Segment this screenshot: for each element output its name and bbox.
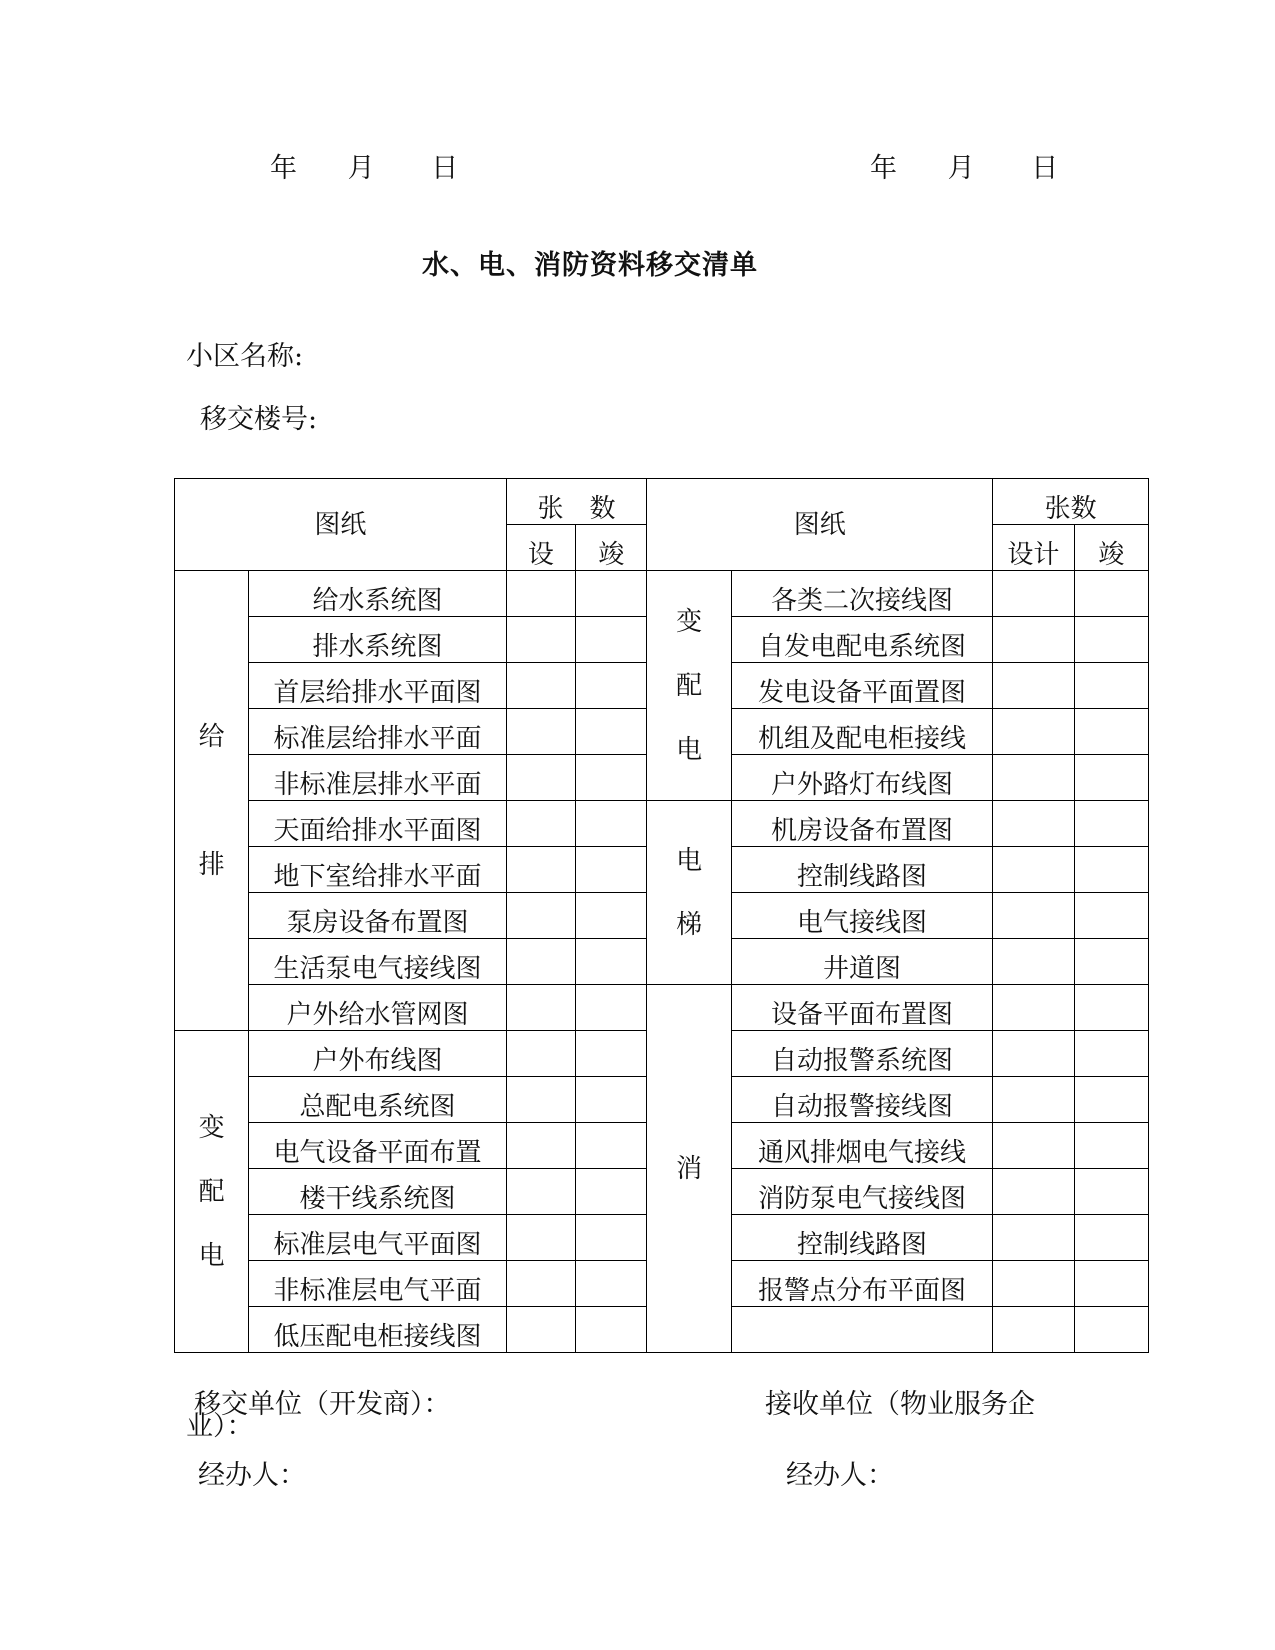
completed-count-cell[interactable] (1074, 571, 1148, 617)
document-title: 水、电、消防资料移交清单 (422, 250, 758, 281)
month-label: 月 (347, 153, 375, 184)
building-number-label: 移交楼号: (200, 404, 318, 435)
handler-left-label: 经办人： (198, 1460, 306, 1491)
completed-count-cell[interactable] (1074, 1169, 1148, 1215)
right-item: 发电设备平面置图 (731, 663, 992, 709)
design-count-cell[interactable] (993, 1261, 1074, 1307)
date-line-right (870, 146, 1058, 185)
design-count-cell[interactable] (993, 1077, 1074, 1123)
year-label: 年 (870, 153, 897, 184)
category-power-right (647, 571, 731, 801)
right-item: 井道图 (731, 939, 992, 985)
right-item: 各类二次接线图 (731, 571, 992, 617)
left-item: 天面给排水平面图 (249, 801, 506, 847)
right-item: 自动报警接线图 (731, 1077, 992, 1123)
completed-count-cell[interactable] (576, 801, 647, 847)
transfer-list-table (174, 478, 1149, 1353)
header-sheet-count: 张 数 (506, 479, 647, 525)
design-count-cell[interactable] (506, 1031, 575, 1077)
completed-count-cell[interactable] (576, 939, 647, 985)
completed-count-cell[interactable] (576, 1123, 647, 1169)
completed-count-cell[interactable] (1074, 617, 1148, 663)
design-count-cell[interactable] (506, 939, 575, 985)
right-item: 报警点分布平面图 (731, 1261, 992, 1307)
category-power-left-label: 变配电 (198, 1112, 225, 1271)
left-item: 标准层给排水平面 (249, 709, 506, 755)
category-elevator (647, 801, 731, 985)
left-item: 泵房设备布置图 (249, 893, 506, 939)
handler-right-label: 经办人： (786, 1460, 894, 1491)
right-item: 户外路灯布线图 (731, 755, 992, 801)
right-item: 控制线路图 (731, 847, 992, 893)
design-count-cell[interactable] (993, 1123, 1074, 1169)
header-drawing: 图纸 (175, 479, 507, 571)
left-item: 户外布线图 (249, 1031, 506, 1077)
design-count-cell[interactable] (506, 847, 575, 893)
completed-count-cell[interactable] (576, 893, 647, 939)
design-count-cell[interactable] (506, 1077, 575, 1123)
left-item: 生活泵电气接线图 (249, 939, 506, 985)
left-item: 电气设备平面布置 (249, 1123, 506, 1169)
left-item: 楼干线系统图 (249, 1169, 506, 1215)
completed-count-cell[interactable] (1074, 1215, 1148, 1261)
design-count-cell[interactable] (993, 571, 1074, 617)
header-completed: 竣 (576, 525, 647, 571)
receiving-unit-label-continued: 业）： (186, 1411, 254, 1442)
table-row (175, 985, 1149, 1031)
left-item: 非标准层排水平面 (249, 755, 506, 801)
header-design-right: 设计 (993, 525, 1074, 571)
design-count-cell[interactable] (506, 617, 575, 663)
category-power-right-label: 变配电 (676, 606, 703, 765)
category-water-label: 给排 (198, 721, 225, 880)
right-item: 机组及配电柜接线 (731, 709, 992, 755)
completed-count-cell[interactable] (1074, 755, 1148, 801)
completed-count-cell[interactable] (576, 663, 647, 709)
completed-count-cell[interactable] (1074, 709, 1148, 755)
design-count-cell[interactable] (506, 709, 575, 755)
completed-count-cell[interactable] (1074, 1031, 1148, 1077)
left-item: 总配电系统图 (249, 1077, 506, 1123)
table-header-row (175, 479, 1149, 525)
design-count-cell[interactable] (993, 939, 1074, 985)
completed-count-cell[interactable] (1074, 1261, 1148, 1307)
header-design: 设 (506, 525, 575, 571)
right-item: 设备平面布置图 (731, 985, 992, 1031)
design-count-cell[interactable] (993, 617, 1074, 663)
completed-count-cell[interactable] (1074, 801, 1148, 847)
month-label: 月 (947, 153, 975, 184)
completed-count-cell[interactable] (576, 847, 647, 893)
transfer-unit-label: 移交单位（开发商）： (194, 1389, 451, 1420)
completed-count-cell[interactable] (576, 1077, 647, 1123)
completed-count-cell[interactable] (576, 617, 647, 663)
header-drawing-right: 图纸 (647, 479, 993, 571)
left-item: 非标准层电气平面 (249, 1261, 506, 1307)
design-count-cell[interactable] (993, 985, 1074, 1031)
day-label: 日 (431, 153, 459, 184)
category-water (175, 571, 249, 1031)
left-item: 给水系统图 (249, 571, 506, 617)
table-row (175, 571, 1149, 617)
design-count-cell[interactable] (993, 1031, 1074, 1077)
design-count-cell[interactable] (506, 1307, 575, 1353)
design-count-cell[interactable] (506, 1261, 575, 1307)
table-row (175, 801, 1149, 847)
design-count-cell[interactable] (993, 1169, 1074, 1215)
left-item: 排水系统图 (249, 617, 506, 663)
right-item: 控制线路图 (731, 1215, 992, 1261)
completed-count-cell[interactable] (576, 1169, 647, 1215)
receiving-unit-label: 接收单位（物业服务企 (765, 1389, 1035, 1420)
design-count-cell[interactable] (993, 663, 1074, 709)
completed-count-cell[interactable] (576, 571, 647, 617)
right-item: 消防泵电气接线图 (731, 1169, 992, 1215)
year-label: 年 (270, 153, 297, 184)
left-item: 地下室给排水平面 (249, 847, 506, 893)
design-count-cell[interactable] (993, 709, 1074, 755)
left-item: 标准层电气平面图 (249, 1215, 506, 1261)
design-count-cell[interactable] (506, 801, 575, 847)
completed-count-cell[interactable] (576, 755, 647, 801)
design-count-cell[interactable] (506, 571, 575, 617)
category-fire (647, 985, 731, 1353)
design-count-cell[interactable] (993, 755, 1074, 801)
completed-count-cell[interactable] (1074, 1123, 1148, 1169)
header-sheet-count-right: 张数 (993, 479, 1149, 525)
completed-count-cell[interactable] (1074, 893, 1148, 939)
design-count-cell[interactable] (506, 893, 575, 939)
design-count-cell[interactable] (506, 663, 575, 709)
design-count-cell[interactable] (506, 1123, 575, 1169)
left-item: 户外给水管网图 (249, 985, 506, 1031)
design-count-cell[interactable] (506, 985, 575, 1031)
completed-count-cell[interactable] (1074, 847, 1148, 893)
right-item: 机房设备布置图 (731, 801, 992, 847)
right-item: 自动报警系统图 (731, 1031, 992, 1077)
completed-count-cell[interactable] (576, 1261, 647, 1307)
completed-count-cell[interactable] (1074, 1307, 1148, 1353)
category-fire-label: 消 (676, 1153, 703, 1184)
right-item: 自发电配电系统图 (731, 617, 992, 663)
day-label: 日 (1031, 153, 1059, 184)
completed-count-cell[interactable] (1074, 663, 1148, 709)
category-elevator-label: 电梯 (676, 845, 703, 940)
design-count-cell[interactable] (506, 1215, 575, 1261)
completed-count-cell[interactable] (576, 1031, 647, 1077)
design-count-cell[interactable] (993, 847, 1074, 893)
community-name-label: 小区名称: (186, 341, 304, 372)
category-power-left (175, 1031, 249, 1353)
right-item: 通风排烟电气接线 (731, 1123, 992, 1169)
completed-count-cell[interactable] (1074, 939, 1148, 985)
left-item: 低压配电柜接线图 (249, 1307, 506, 1353)
design-count-cell[interactable] (506, 755, 575, 801)
completed-count-cell[interactable] (576, 709, 647, 755)
right-item (731, 1307, 992, 1353)
design-count-cell[interactable] (506, 1169, 575, 1215)
left-item: 首层给排水平面图 (249, 663, 506, 709)
completed-count-cell[interactable] (576, 1215, 647, 1261)
completed-count-cell[interactable] (1074, 1077, 1148, 1123)
header-completed-right: 竣 (1074, 525, 1148, 571)
design-count-cell[interactable] (993, 801, 1074, 847)
completed-count-cell[interactable] (1074, 985, 1148, 1031)
design-count-cell[interactable] (993, 1307, 1074, 1353)
right-item: 电气接线图 (731, 893, 992, 939)
design-count-cell[interactable] (993, 1215, 1074, 1261)
design-count-cell[interactable] (993, 893, 1074, 939)
completed-count-cell[interactable] (576, 985, 647, 1031)
date-line-left (270, 146, 458, 185)
completed-count-cell[interactable] (576, 1307, 647, 1353)
